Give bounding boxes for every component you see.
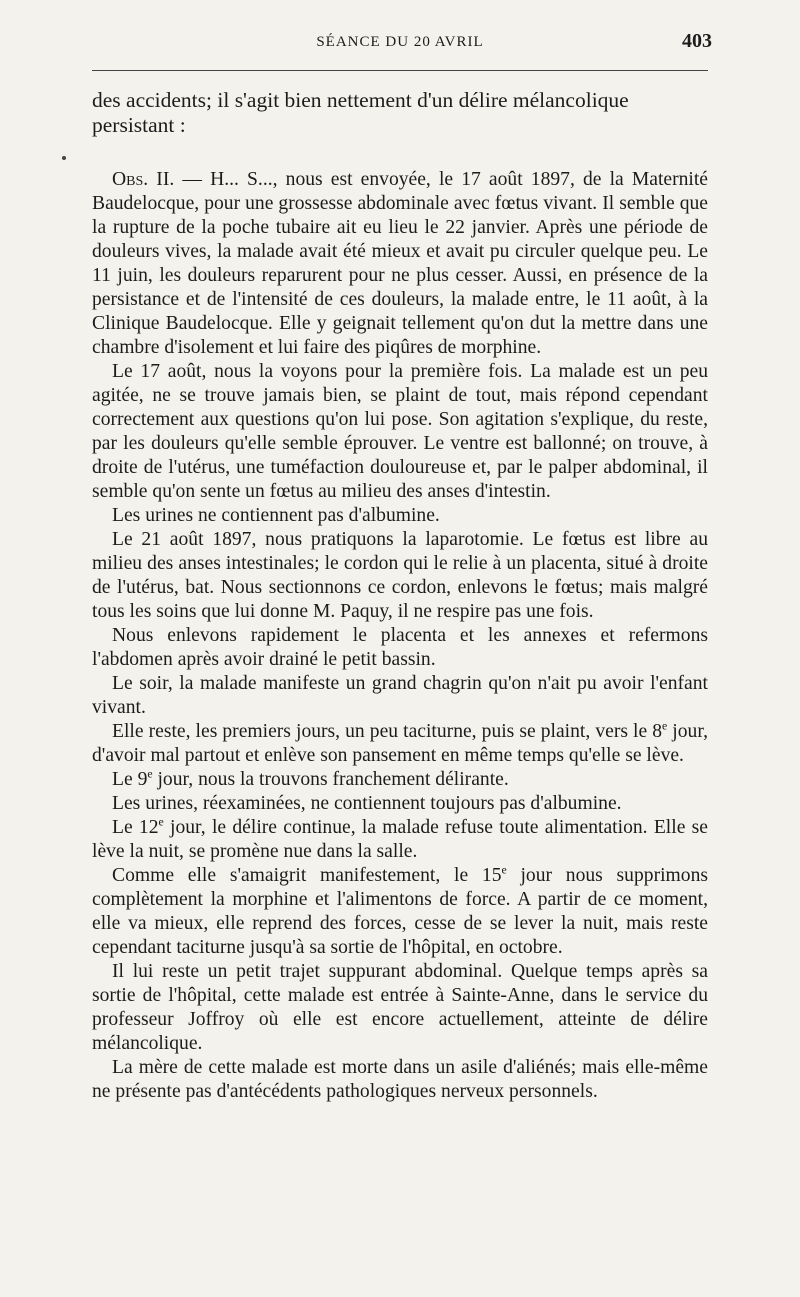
text-run: Le 9 bbox=[112, 769, 148, 790]
text-run: jour, le délire continue, la malade refuse toute alimentation. Elle se lève la nuit, se promène nue dans la salle. bbox=[92, 817, 708, 862]
paragraph: Le 17 août, nous la voyons pour la première fois. La malade est un peu agitée, ne se trouve jamais bien, se plaint de tout, mais répond cependant correctement aux questions qu'on lui pose. Son agitation s'explique, du reste, par les douleurs qu'elle semble éprouver. Le ventre est ballonné; on trouve, à droite de l'utérus, une tuméfaction douloureuse et, par le palper abdominal, il semble qu'on sente un fœtus au milieu des anses d'intestin. bbox=[92, 361, 708, 502]
text-run: Elle reste, les premiers jours, un peu taciturne, puis se plaint, vers le 8 bbox=[112, 721, 663, 742]
ink-speck bbox=[62, 156, 66, 160]
paragraph: Le soir, la malade manifeste un grand chagrin qu'on n'ait pu avoir l'enfant vivant. bbox=[92, 673, 708, 718]
paragraph: Il lui reste un petit trajet suppurant abdominal. Quelque temps après sa sortie de l'hôpital, cette malade est entrée à Sainte-Anne, dans le service du professeur Joffroy où elle est encore actuellement, atteinte de délire mélancolique. bbox=[92, 961, 708, 1054]
page-header bbox=[92, 30, 712, 58]
intro-paragraph: des accidents; il s'agit bien nettement d'un délire mélancolique persistant : bbox=[92, 88, 629, 137]
paragraph-day-8 bbox=[92, 720, 708, 768]
text-run: jour, nous la trouvons franchement délirante. bbox=[152, 769, 509, 790]
observation-paragraph bbox=[92, 168, 708, 360]
paragraph: Nous enlevons rapidement le placenta et les annexes et refermons l'abdomen après avoir drainé le petit bassin. bbox=[92, 625, 708, 670]
running-title: SÉANCE DU 20 AVRIL bbox=[316, 34, 484, 50]
text-run: Le 12 bbox=[112, 817, 159, 838]
paragraph-day-15 bbox=[92, 864, 708, 960]
superscript: e bbox=[501, 863, 507, 877]
paragraph: Le 21 août 1897, nous pratiquons la laparotomie. Le fœtus est libre au milieu des anses intestinales; le cordon qui le relie à un placenta, situé à droite de l'utérus, bat. Nous sectionnons ce cordon, enlevons le fœtus; mais malgré tous les soins que lui donne M. Paquy, il ne respire pas une fois. bbox=[92, 529, 708, 622]
body-text bbox=[92, 88, 708, 1104]
paragraph-day-9 bbox=[92, 768, 708, 792]
text-run: Comme elle s'amaigrit manifestement, le 15 bbox=[112, 865, 502, 886]
paragraph: Les urines ne contiennent pas d'albumine. bbox=[112, 505, 440, 526]
header-rule bbox=[92, 70, 708, 71]
superscript: e bbox=[147, 767, 153, 781]
paragraph: Les urines, réexaminées, ne contiennent toujours pas d'albumine. bbox=[112, 793, 622, 814]
page-number: 403 bbox=[682, 30, 712, 52]
observation-text: — H... S..., nous est envoyée, le 17 août 1897, de la Maternité Baudelocque, pour une grossesse abdominale avec fœtus vivant. Il semble que la rupture de la poche tubaire ait eu lieu le 22 janvier. Après une période de douleurs vives, la malade avait été mieux et avait pu circuler quelque peu. Le 11 juin, les douleurs reparurent pour ne plus cesser. Aussi, en présence de la persistance et de l'intensité de ces douleurs, la malade entre, le 11 août, à la Clinique Baudelocque. Elle y geignait tellement qu'on dut la mettre dans une chambre d'isolement et lui faire des piqûres de morphine. bbox=[92, 169, 708, 358]
text-run: jour, d'avoir mal partout et enlève son pansement en même temps qu'elle se lève. bbox=[92, 721, 708, 766]
paragraph-day-12 bbox=[92, 816, 708, 864]
superscript: e bbox=[662, 719, 668, 733]
observation-label: Obs. II. bbox=[112, 169, 175, 190]
text-run: jour nous supprimons complètement la morphine et l'alimentons de force. A partir de ce moment, elle va mieux, elle reprend des forces, cesse de se lever la nuit, mais reste cependant taciturne jusqu'à sa sortie de l'hôpital, en octobre. bbox=[92, 865, 708, 958]
paragraph: La mère de cette malade est morte dans un asile d'aliénés; mais elle-même ne présente pas d'antécédents pathologiques nerveux personnels. bbox=[92, 1057, 708, 1102]
superscript: e bbox=[158, 815, 164, 829]
